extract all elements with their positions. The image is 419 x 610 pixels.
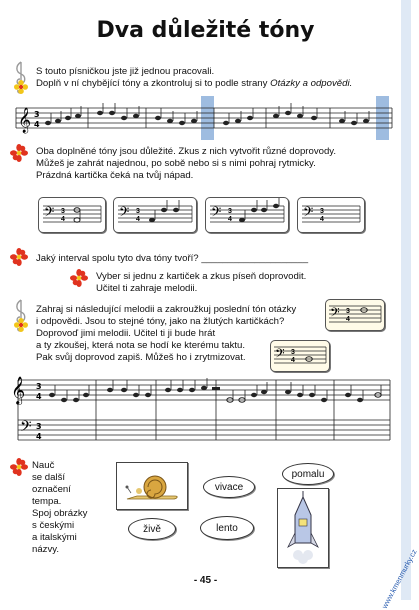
svg-text:3: 3	[346, 308, 350, 315]
intro-line-2	[36, 78, 386, 90]
svg-text:3: 3	[36, 382, 42, 391]
flower-icon	[10, 144, 28, 162]
svg-text:4: 4	[346, 316, 350, 323]
task5-line-5: Pak svůj doprovod zapiš. Můžeš ho i zrytmizovat.	[36, 352, 246, 363]
page-number: - 45 -	[193, 575, 218, 586]
task6-line: Spoj obrázky	[32, 508, 88, 519]
yellow-card-2[interactable]	[270, 340, 330, 372]
svg-text:3: 3	[228, 208, 232, 215]
snail-icon	[117, 463, 187, 509]
svg-text:𝄢: 𝄢	[20, 418, 32, 439]
snail-picture-card[interactable]	[116, 462, 188, 510]
task5-line-2: i odpovědi. Jsou to stejné tóny, jako na žlutých kartičkách?	[36, 316, 285, 327]
task2-line-1: Oba doplněné tóny jsou důležité. Zkus z nich vytvořit různé doprovody.	[36, 146, 337, 157]
flower-icon	[14, 80, 28, 94]
task6-line: označení	[32, 484, 71, 495]
melody-grand-staff	[8, 376, 394, 440]
treble-clef-symbol: 𝄞	[18, 108, 32, 133]
flower-icon	[10, 458, 28, 476]
svg-text:4: 4	[36, 432, 42, 441]
svg-text:4: 4	[320, 216, 324, 223]
accompaniment-card-3[interactable]	[205, 197, 289, 233]
svg-text:4: 4	[34, 120, 40, 129]
svg-text:𝄢: 𝄢	[119, 204, 130, 223]
svg-text:3: 3	[36, 422, 42, 431]
svg-text:3: 3	[291, 349, 295, 356]
task4-line-1: Vyber si jednu z kartiček a zkus píseň doprovodit.	[96, 271, 307, 282]
accompaniment-card-1[interactable]	[38, 197, 106, 233]
task6-line: s českými	[32, 520, 75, 531]
rocket-icon	[278, 489, 328, 567]
svg-text:𝄢: 𝄢	[275, 346, 285, 364]
page-edge-band	[401, 0, 411, 600]
task2-line-2: Můžeš je zahrát najednou, po sobě nebo si s nimi pohraj rytmicky.	[36, 158, 316, 169]
svg-text:𝄢: 𝄢	[211, 204, 222, 223]
bass-staff-card-2	[114, 198, 196, 232]
tempo-option-pomalu[interactable]: pomalu	[282, 463, 334, 485]
svg-text:𝄢: 𝄢	[303, 204, 314, 223]
page-title: Dva důležité tóny	[96, 18, 315, 43]
rocket-picture-card[interactable]	[277, 488, 329, 568]
flower-icon	[10, 248, 28, 266]
svg-text:𝄢: 𝄢	[330, 305, 340, 323]
tempo-option-zive[interactable]: živě	[128, 518, 176, 540]
accompaniment-card-empty[interactable]	[297, 197, 365, 233]
task6-instructions	[32, 460, 87, 556]
task5-line-4: a ty zkoušej, která nota se hodí ke kterému taktu.	[36, 340, 246, 351]
task3-answer-blank[interactable]: ____________________	[201, 253, 309, 264]
task6-line: a italskými	[32, 532, 77, 543]
flower-icon	[70, 269, 88, 287]
task6-line: názvy.	[32, 544, 60, 555]
website-watermark[interactable]: www.kmenmurky.cz	[380, 547, 419, 610]
svg-text:4: 4	[61, 216, 65, 223]
tempo-option-lento[interactable]: lento	[200, 516, 254, 540]
flower-icon	[14, 318, 28, 332]
task3-question	[36, 253, 308, 265]
task2-line-3: Prázdná kartička čeká na tvůj nápad.	[36, 170, 194, 181]
bass-staff-card-4	[298, 198, 364, 232]
bass-staff-card-3	[206, 198, 288, 232]
task6-line: se další	[32, 472, 66, 483]
task6-line: Nauč	[32, 460, 55, 471]
bass-staff-yellow-2	[271, 341, 329, 371]
intro-line-2-reference: Otázky a odpovědi.	[270, 78, 353, 89]
task5-line-3: Doprovoď jimi melodii. Učitel ti ji bude hrát	[36, 328, 216, 339]
svg-text:4: 4	[228, 216, 232, 223]
svg-text:𝄞: 𝄞	[11, 376, 26, 404]
svg-text:3: 3	[136, 208, 140, 215]
svg-text:3: 3	[61, 208, 65, 215]
svg-text:4: 4	[291, 357, 295, 364]
task5-line-1: Zahraj si následující melodii a zakroužkuj poslední tón otázky	[36, 304, 297, 315]
bass-staff-yellow-1	[326, 300, 384, 330]
intro-line-1: S touto písničkou jste již jednou pracovali.	[36, 66, 215, 77]
svg-text:4: 4	[36, 392, 42, 401]
tempo-option-vivace[interactable]: vivace	[203, 476, 255, 498]
svg-text:4: 4	[136, 216, 140, 223]
task3-question-text: Jaký interval spolu tyto dva tóny tvoří?	[36, 253, 199, 264]
svg-text:3: 3	[320, 208, 324, 215]
accompaniment-card-2[interactable]	[113, 197, 197, 233]
intro-line-2-text: Doplň v ní chybějící tóny a zkontroluj si to podle strany	[36, 78, 268, 89]
svg-text:𝄢: 𝄢	[44, 204, 55, 223]
task4-line-2: Učitel ti zahraje melodii.	[96, 283, 198, 294]
yellow-card-1[interactable]	[325, 299, 385, 331]
svg-text:3: 3	[34, 110, 40, 119]
melody-staff-1	[8, 96, 394, 140]
task6-line: tempa.	[32, 496, 62, 507]
bass-staff-card-1	[39, 198, 105, 232]
